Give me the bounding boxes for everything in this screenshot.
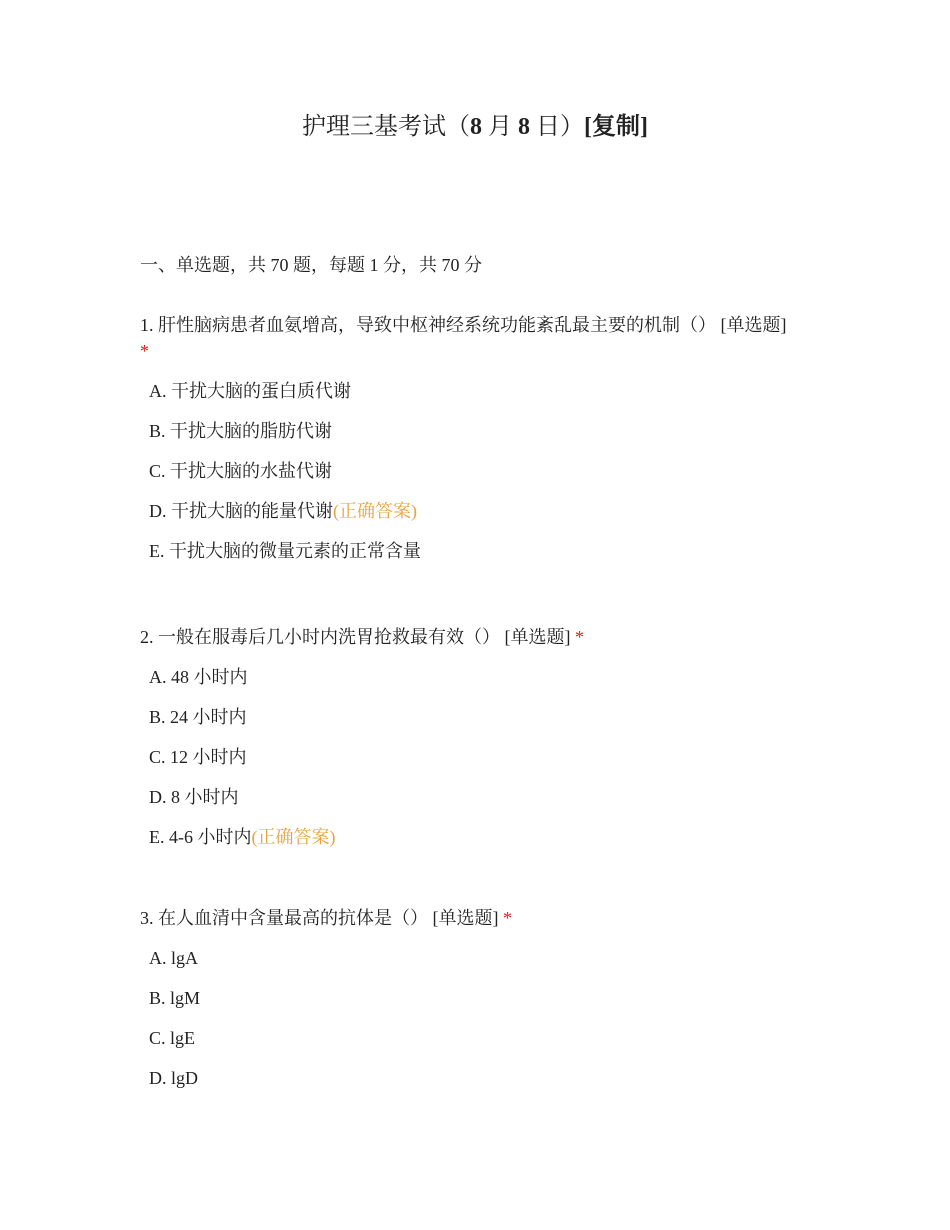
page-title xyxy=(0,110,950,144)
option-label: E. 4-6 小时内 xyxy=(149,827,252,847)
correct-answer-tag: (正确答案) xyxy=(333,501,417,521)
option-1a[interactable] xyxy=(149,378,820,418)
question-1 xyxy=(140,312,820,578)
question-1-text xyxy=(140,312,820,364)
option-1b[interactable] xyxy=(149,418,820,458)
section-heading: 一、单选题，共 70 题，每题 1 分，共 70 分 xyxy=(140,255,482,275)
title-part2: 月 xyxy=(488,114,512,140)
option-label: B. 干扰大脑的脂肪代谢 xyxy=(149,421,333,441)
option-3d[interactable] xyxy=(149,1065,820,1105)
question-1-options xyxy=(140,378,820,578)
option-1e[interactable] xyxy=(149,538,820,578)
option-2a[interactable] xyxy=(149,664,820,704)
question-3-stem: 3. 在人血清中含量最高的抗体是（） [单选题] xyxy=(140,908,499,928)
option-label: C. 干扰大脑的水盐代谢 xyxy=(149,461,333,481)
required-asterisk: * xyxy=(140,341,149,361)
question-2 xyxy=(140,624,820,864)
option-label: B. 24 小时内 xyxy=(149,707,247,727)
title-day: 8 xyxy=(518,114,530,140)
question-1-stem: 1. 肝性脑病患者血氨增高，导致中枢神经系统功能紊乱最主要的机制（） [单选题] xyxy=(140,315,787,335)
title-part1: 护理三基考试（ xyxy=(302,114,470,140)
title-part3: 日） xyxy=(536,114,584,140)
option-label: B. lgM xyxy=(149,988,201,1008)
question-3 xyxy=(140,905,820,1105)
option-label: D. lgD xyxy=(149,1068,198,1088)
option-3c[interactable] xyxy=(149,1025,820,1065)
option-label: D. 8 小时内 xyxy=(149,787,239,807)
option-label: D. 干扰大脑的能量代谢 xyxy=(149,501,333,521)
option-3b[interactable] xyxy=(149,985,820,1025)
required-asterisk: * xyxy=(575,627,584,647)
question-2-text xyxy=(140,624,820,650)
question-2-options xyxy=(140,664,820,864)
correct-answer-tag: (正确答案) xyxy=(251,827,336,847)
question-3-options xyxy=(140,945,820,1105)
option-2d[interactable] xyxy=(149,784,820,824)
option-label: C. lgE xyxy=(149,1028,196,1048)
option-3a[interactable] xyxy=(149,945,820,985)
question-2-stem: 2. 一般在服毒后几小时内洗胃抢救最有效（） [单选题] xyxy=(140,627,571,647)
option-2b[interactable] xyxy=(149,704,820,744)
option-2c[interactable] xyxy=(149,744,820,784)
option-1c[interactable] xyxy=(149,458,820,498)
option-label: C. 12 小时内 xyxy=(149,747,247,767)
option-1d[interactable] xyxy=(149,498,820,538)
option-2e[interactable] xyxy=(149,824,820,864)
option-label: A. lgA xyxy=(149,948,198,968)
option-label: E. 干扰大脑的微量元素的正常含量 xyxy=(149,541,421,561)
question-3-text xyxy=(140,905,820,931)
title-month: 8 xyxy=(470,114,482,140)
option-label: A. 48 小时内 xyxy=(149,667,248,687)
title-copy-tag: [复制] xyxy=(584,114,648,140)
required-asterisk: * xyxy=(503,908,512,928)
option-label: A. 干扰大脑的蛋白质代谢 xyxy=(149,381,351,401)
